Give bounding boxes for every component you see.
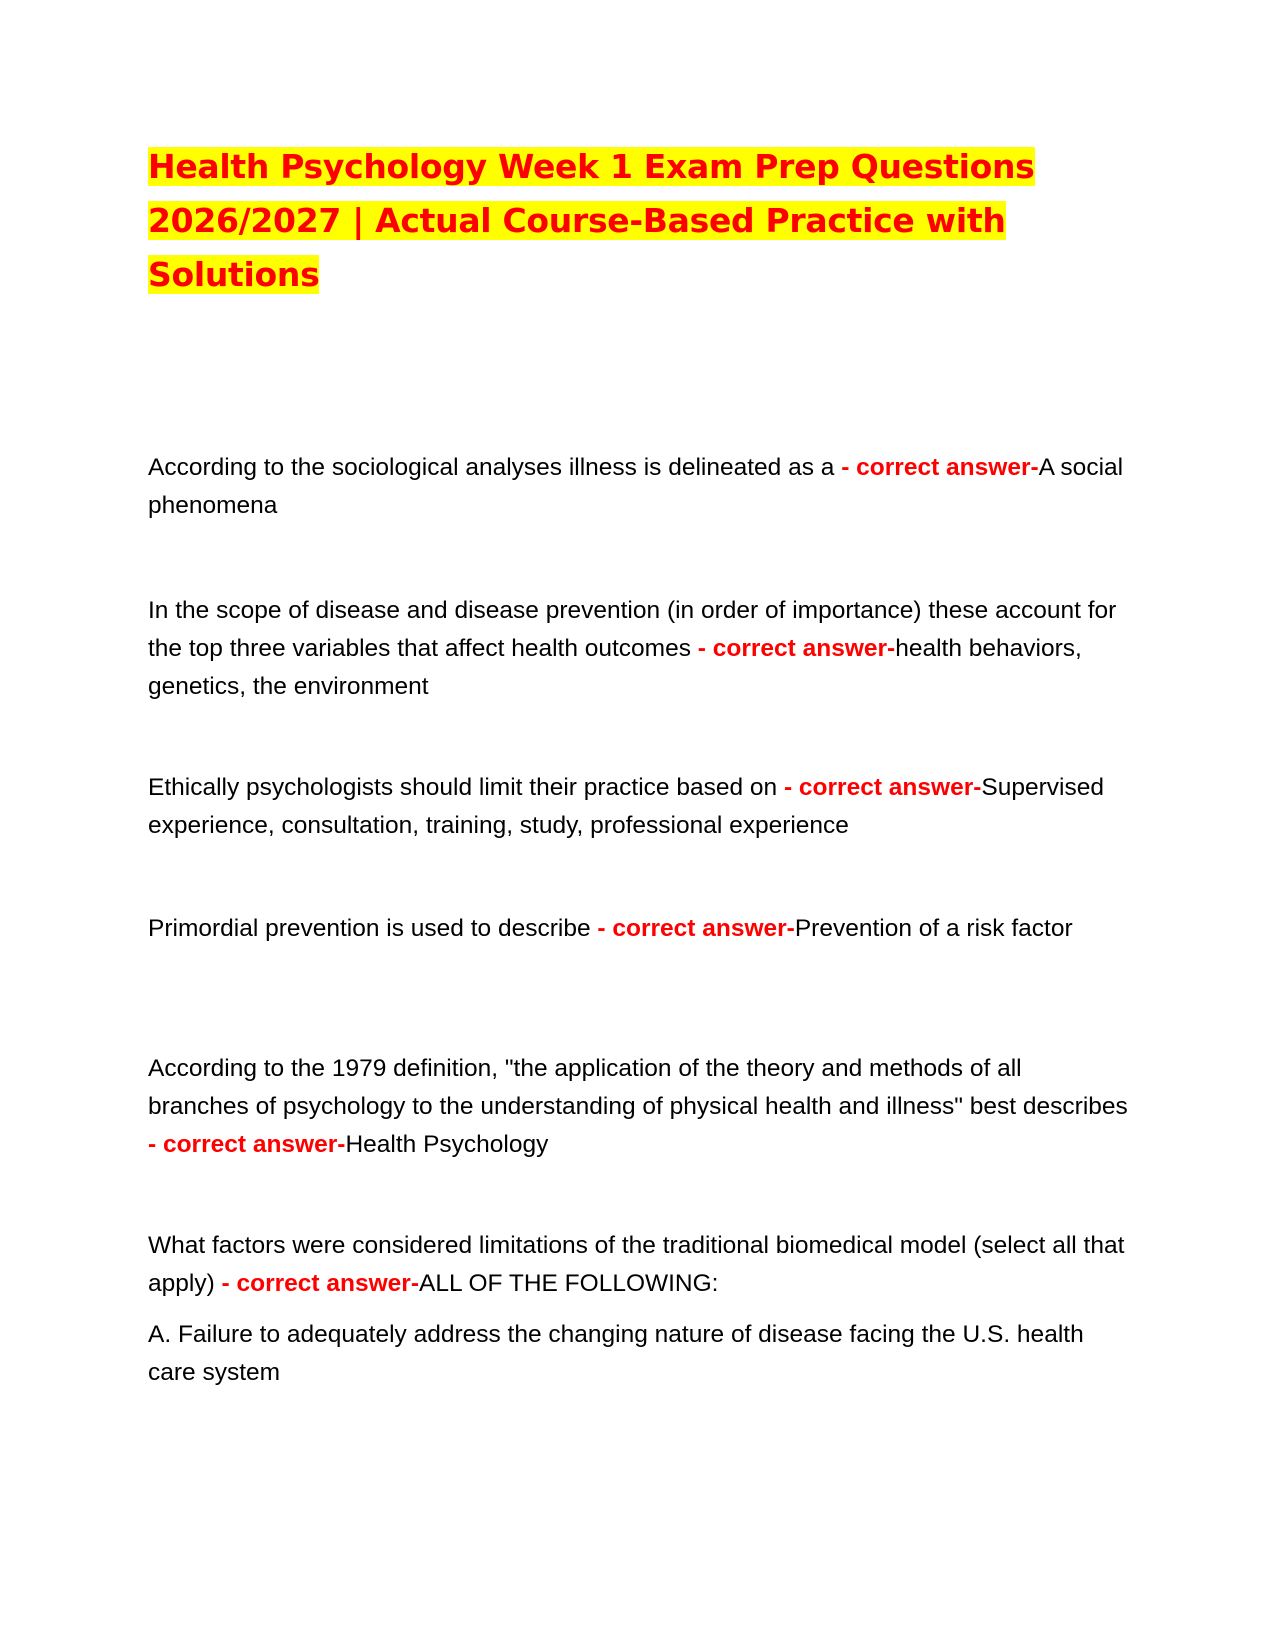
- question-text: In the scope of disease and disease prevention (in order of importance) these account for the top three variables that affect health outcomes: [148, 597, 1117, 662]
- title-highlight: Health Psychology Week 1 Exam Prep Questions 2026/2027 | Actual Course-Based Practice with Solutions: [148, 147, 1035, 294]
- question-1: [148, 449, 1128, 525]
- answer-text: ALL OF THE FOLLOWING:: [418, 1270, 719, 1297]
- correct-answer-marker: - correct answer-: [841, 454, 1039, 481]
- question-text: According to the sociological analyses illness is delineated as a: [148, 454, 842, 481]
- correct-answer-marker: - correct answer-: [697, 635, 896, 662]
- answer-option-a: A. Failure to adequately address the changing nature of disease facing the U.S. health care system: [148, 1321, 1084, 1386]
- correct-answer-marker: - correct answer-: [221, 1270, 419, 1297]
- question-4: [148, 910, 1128, 948]
- document-page: [148, 140, 1128, 1386]
- question-text: Ethically psychologists should limit their practice based on: [148, 774, 784, 801]
- answer-text: health behaviors, genetics, the environment: [148, 635, 1082, 700]
- question-2: [148, 592, 1128, 706]
- correct-answer-marker: - correct answer-: [597, 915, 795, 942]
- question-6: [148, 1227, 1128, 1303]
- correct-answer-marker: - correct answer-: [783, 774, 982, 801]
- answer-text: Health Psychology: [345, 1131, 549, 1158]
- question-text: What factors were considered limitations of the traditional biomedical model (select all that apply): [148, 1232, 1125, 1297]
- question-text: Primordial prevention is used to describe: [148, 915, 598, 942]
- document-title: [148, 140, 1128, 302]
- question-3: [148, 769, 1128, 845]
- question-text: According to the 1979 definition, "the application of the theory and methods of all branches of psychology to the understanding of physical health and illness" best describes: [148, 1055, 1128, 1120]
- correct-answer-marker: - correct answer-: [148, 1131, 346, 1158]
- answer-text: Supervised experience, consultation, training, study, professional experience: [148, 774, 1104, 839]
- question-5: [148, 1050, 1128, 1164]
- answer-text: A social phenomena: [148, 454, 1124, 519]
- answer-text: Prevention of a risk factor: [794, 915, 1073, 942]
